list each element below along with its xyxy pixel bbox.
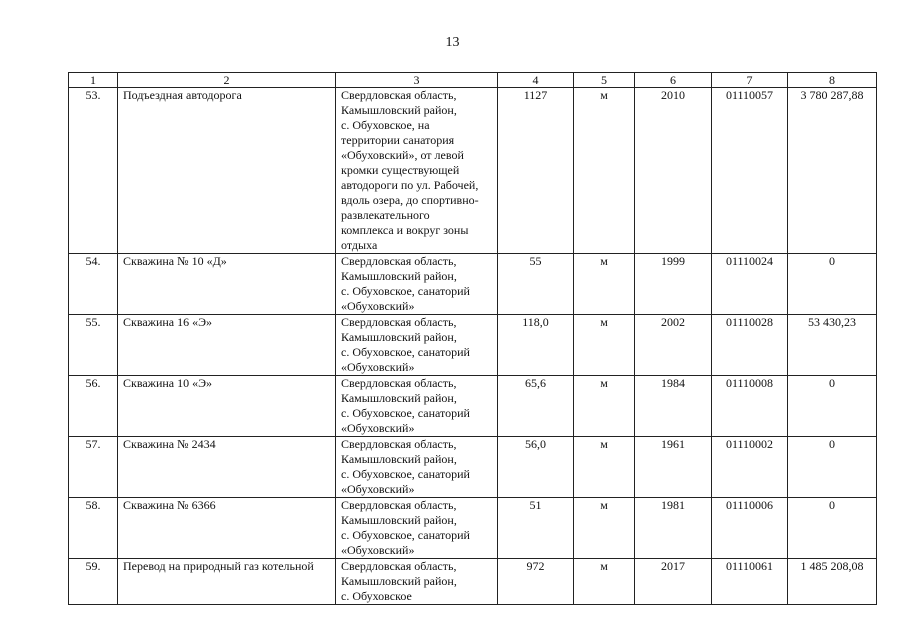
row-number: 58. — [69, 498, 118, 559]
column-header-3: 3 — [336, 73, 498, 88]
unit-value: м — [574, 437, 635, 498]
address-line: «Обуховский» — [341, 543, 415, 557]
year-value: 2002 — [635, 315, 712, 376]
inventory-number: 01110028 — [712, 315, 788, 376]
address-line: Камышловский район, — [341, 330, 457, 344]
cost-value: 1 485 208,08 — [788, 559, 877, 605]
length-value: 51 — [498, 498, 574, 559]
address-line: кромки существующей — [341, 163, 460, 177]
inventory-number: 01110006 — [712, 498, 788, 559]
address-line: автодороги по ул. Рабочей, — [341, 178, 479, 192]
property-registry-table — [68, 72, 877, 605]
table-body — [69, 88, 877, 605]
year-value: 1999 — [635, 254, 712, 315]
unit-value: м — [574, 315, 635, 376]
address-line: «Обуховский» — [341, 482, 415, 496]
inventory-number: 01110008 — [712, 376, 788, 437]
address-line: Камышловский район, — [341, 269, 457, 283]
address-line: комплекса и вокруг зоны — [341, 223, 469, 237]
address-line: «Обуховский» — [341, 360, 415, 374]
table-row — [69, 88, 877, 254]
row-number: 57. — [69, 437, 118, 498]
address-line: Камышловский район, — [341, 513, 457, 527]
address-line: Свердловская область, — [341, 376, 457, 390]
unit-value: м — [574, 88, 635, 254]
table-row — [69, 376, 877, 437]
address-line: с. Обуховское — [341, 589, 412, 603]
length-value: 1127 — [498, 88, 574, 254]
address-line: «Обуховский» — [341, 421, 415, 435]
column-header-7: 7 — [712, 73, 788, 88]
row-number: 53. — [69, 88, 118, 254]
table-row — [69, 254, 877, 315]
address-line: Свердловская область, — [341, 437, 457, 451]
row-number: 56. — [69, 376, 118, 437]
object-address — [336, 88, 498, 254]
address-line: Камышловский район, — [341, 391, 457, 405]
object-name: Скважина № 2434 — [118, 437, 336, 498]
unit-value: м — [574, 498, 635, 559]
object-name: Скважина 16 «Э» — [118, 315, 336, 376]
length-value: 118,0 — [498, 315, 574, 376]
object-name: Подъездная автодорога — [118, 88, 336, 254]
address-line: Свердловская область, — [341, 315, 457, 329]
cost-value: 0 — [788, 376, 877, 437]
year-value: 1981 — [635, 498, 712, 559]
cost-value: 3 780 287,88 — [788, 88, 877, 254]
object-address — [336, 498, 498, 559]
unit-value: м — [574, 254, 635, 315]
address-line: Камышловский район, — [341, 103, 457, 117]
address-line: Свердловская область, — [341, 498, 457, 512]
column-header-8: 8 — [788, 73, 877, 88]
cost-value: 0 — [788, 254, 877, 315]
address-line: «Обуховский», от левой — [341, 148, 464, 162]
address-line: Камышловский район, — [341, 574, 457, 588]
object-name: Перевод на природный газ котельной — [118, 559, 336, 605]
year-value: 1984 — [635, 376, 712, 437]
length-value: 55 — [498, 254, 574, 315]
year-value: 1961 — [635, 437, 712, 498]
length-value: 972 — [498, 559, 574, 605]
object-name: Скважина 10 «Э» — [118, 376, 336, 437]
row-number: 59. — [69, 559, 118, 605]
object-address — [336, 315, 498, 376]
object-name: Скважина № 6366 — [118, 498, 336, 559]
object-address — [336, 437, 498, 498]
year-value: 2017 — [635, 559, 712, 605]
row-number: 54. — [69, 254, 118, 315]
object-name: Скважина № 10 «Д» — [118, 254, 336, 315]
cost-value: 0 — [788, 498, 877, 559]
column-header-5: 5 — [574, 73, 635, 88]
column-header-6: 6 — [635, 73, 712, 88]
address-line: отдыха — [341, 238, 378, 252]
address-line: развлекательного — [341, 208, 430, 222]
object-address — [336, 376, 498, 437]
address-line: с. Обуховское, санаторий — [341, 345, 470, 359]
cost-value: 0 — [788, 437, 877, 498]
address-line: с. Обуховское, санаторий — [341, 467, 470, 481]
column-header-1: 1 — [69, 73, 118, 88]
address-line: с. Обуховское, санаторий — [341, 284, 470, 298]
address-line: вдоль озера, до спортивно- — [341, 193, 479, 207]
inventory-number: 01110057 — [712, 88, 788, 254]
address-line: «Обуховский» — [341, 299, 415, 313]
address-line: территории санатория — [341, 133, 455, 147]
cost-value: 53 430,23 — [788, 315, 877, 376]
table-row — [69, 559, 877, 605]
unit-value: м — [574, 376, 635, 437]
header-row — [69, 73, 877, 88]
table-row — [69, 498, 877, 559]
address-line: с. Обуховское, на — [341, 118, 430, 132]
column-header-4: 4 — [498, 73, 574, 88]
length-value: 56,0 — [498, 437, 574, 498]
table-row — [69, 315, 877, 376]
address-line: с. Обуховское, санаторий — [341, 406, 470, 420]
page-number: 13 — [445, 35, 460, 50]
row-number: 55. — [69, 315, 118, 376]
inventory-number: 01110061 — [712, 559, 788, 605]
address-line: Свердловская область, — [341, 88, 457, 102]
object-address — [336, 559, 498, 605]
column-header-2: 2 — [118, 73, 336, 88]
year-value: 2010 — [635, 88, 712, 254]
address-line: Свердловская область, — [341, 254, 457, 268]
length-value: 65,6 — [498, 376, 574, 437]
address-line: с. Обуховское, санаторий — [341, 528, 470, 542]
address-line: Свердловская область, — [341, 559, 457, 573]
address-line: Камышловский район, — [341, 452, 457, 466]
inventory-number: 01110024 — [712, 254, 788, 315]
inventory-number: 01110002 — [712, 437, 788, 498]
unit-value: м — [574, 559, 635, 605]
table-row — [69, 437, 877, 498]
object-address — [336, 254, 498, 315]
